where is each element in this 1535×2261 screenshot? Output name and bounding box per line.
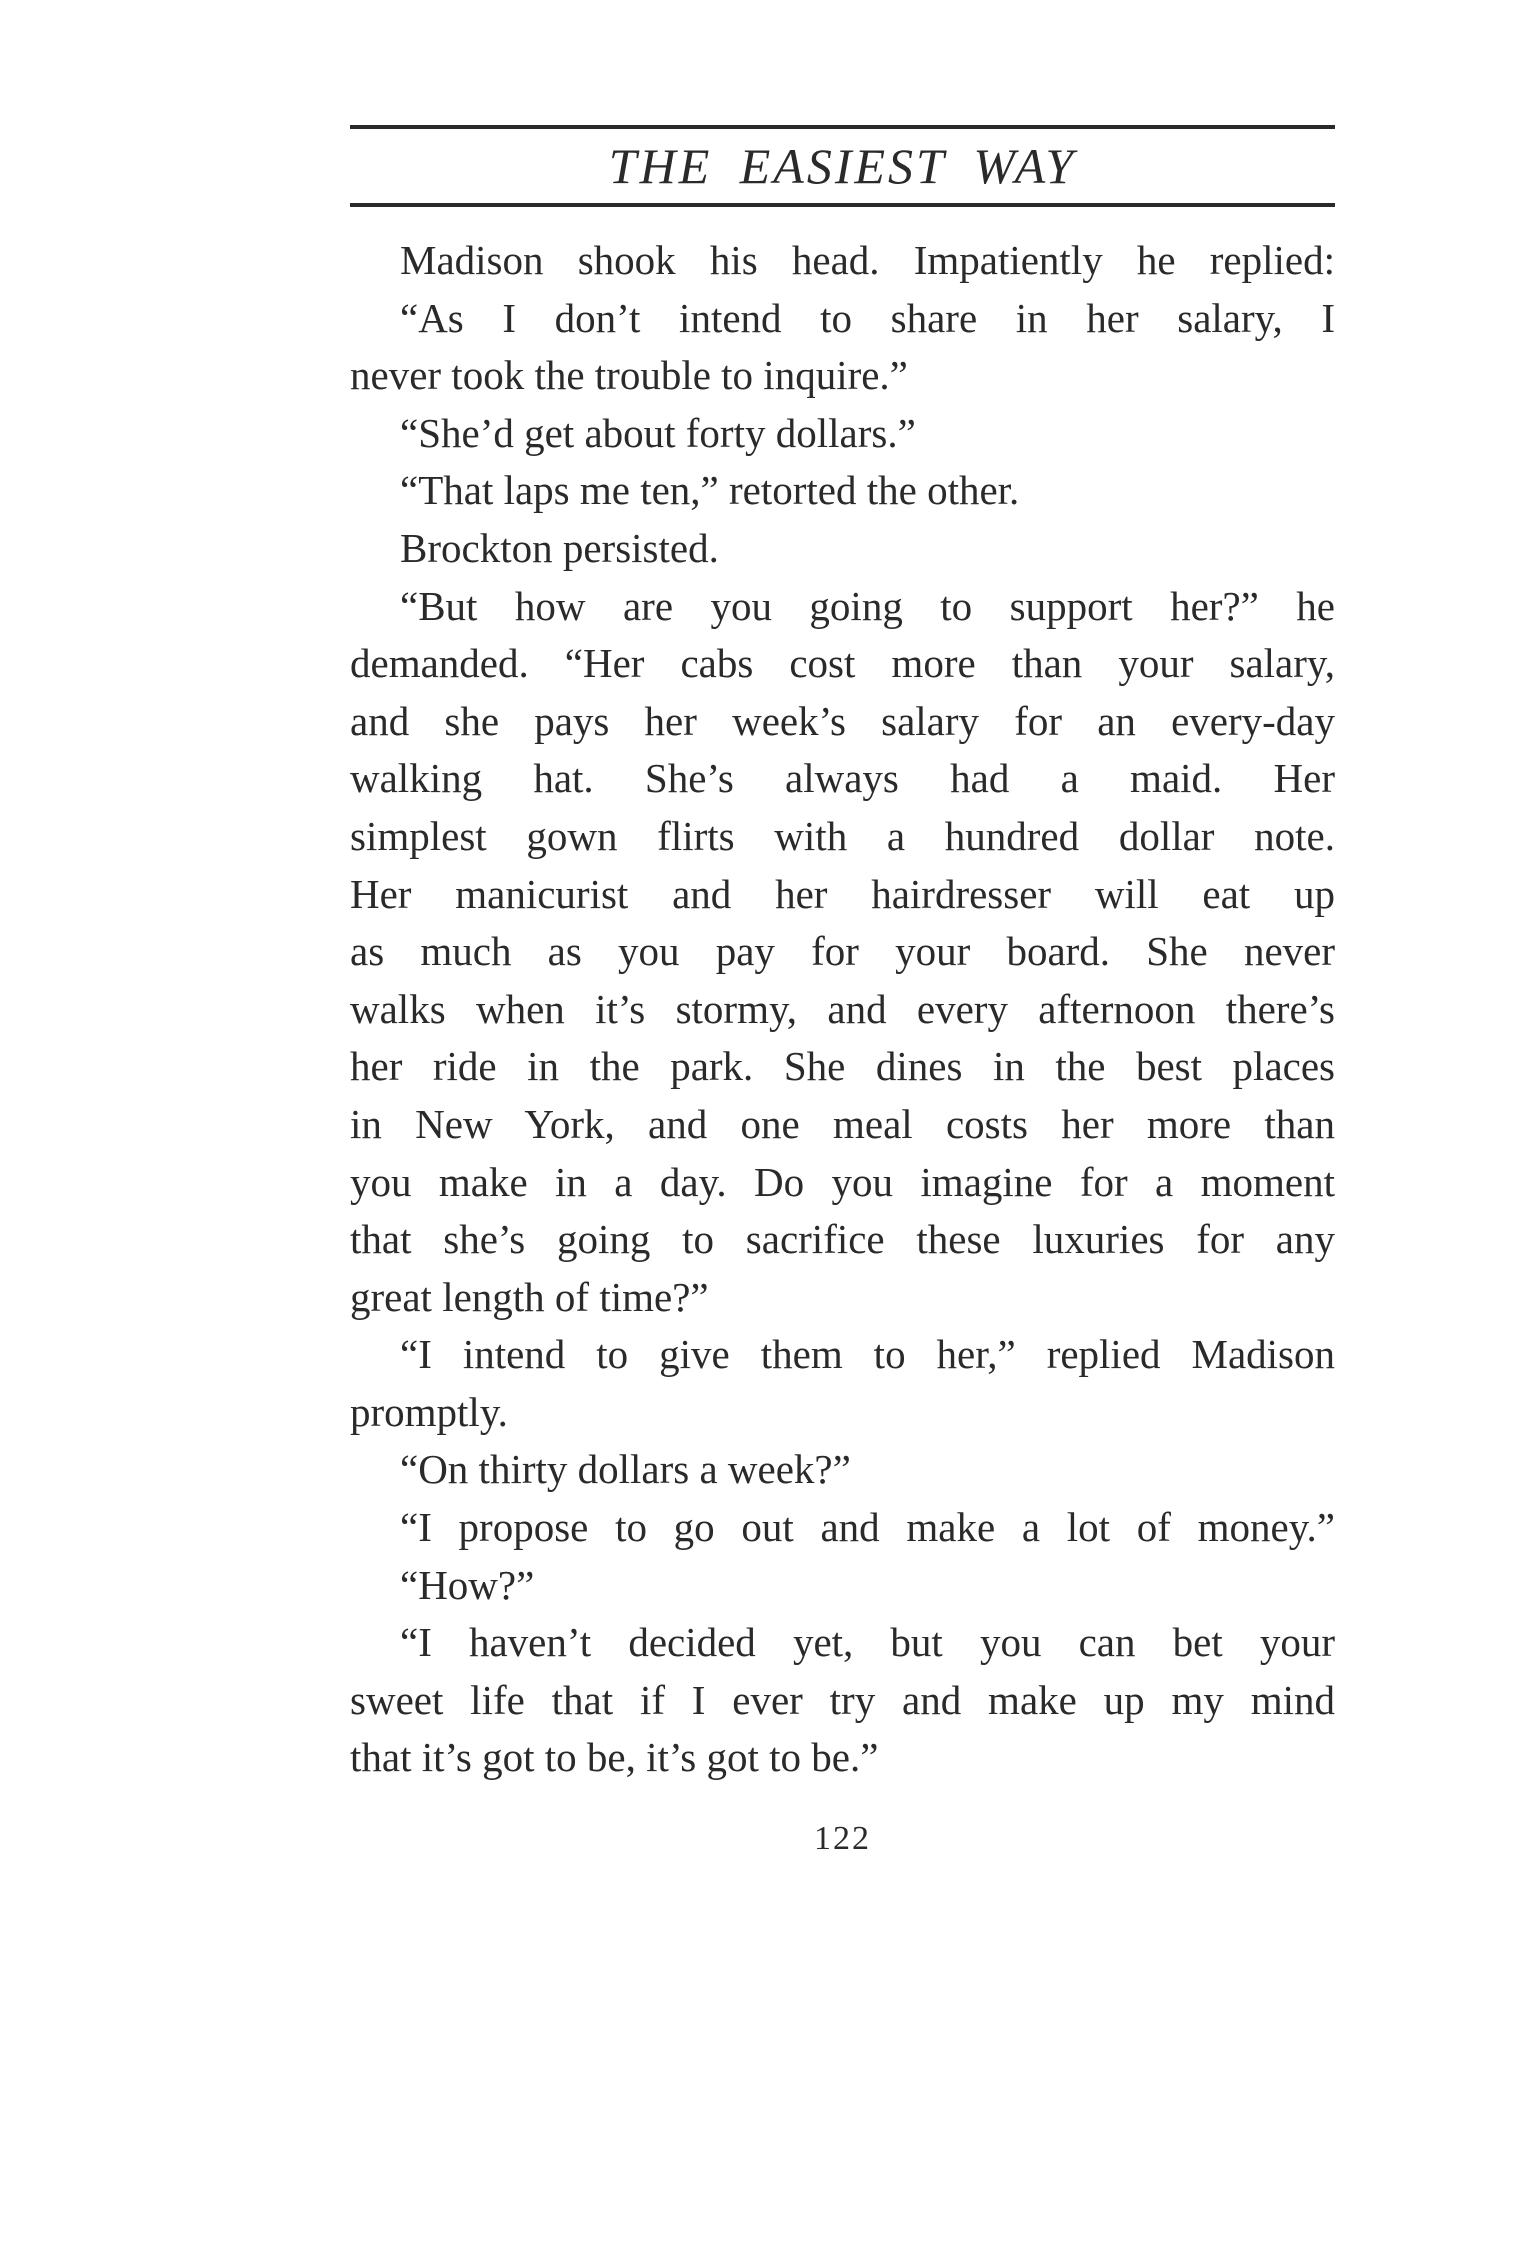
text-line: Her manicurist and her hairdresser will eat up xyxy=(350,870,1335,917)
text-line: in New York, and one meal costs her more than xyxy=(350,1100,1335,1147)
text-line: “How?” xyxy=(400,1561,535,1608)
text-line: walks when it’s stormy, and every afternoon there’s xyxy=(350,985,1335,1032)
text-line: Madison shook his head. Impatiently he replied: xyxy=(400,237,1335,283)
text-line: you make in a day. Do you imagine for a moment xyxy=(350,1158,1335,1205)
text-line: “On thirty dollars a week?” xyxy=(400,1446,851,1493)
body-text xyxy=(350,232,1335,1787)
running-head: THE EASIEST WAY xyxy=(608,138,1077,194)
text-line: Brockton persisted. xyxy=(400,524,719,571)
text-line: that it’s got to be, it’s got to be.” xyxy=(350,1734,879,1781)
text-line: simplest gown flirts with a hundred dollar note. xyxy=(350,812,1335,859)
text-line: “I intend to give them to her,” replied Madison xyxy=(400,1331,1335,1378)
text-line: “I haven’t decided yet, but you can bet your xyxy=(400,1619,1335,1666)
text-line: her ride in the park. She dines in the best places xyxy=(350,1043,1335,1090)
text-line: that she’s going to sacrifice these luxuries for any xyxy=(350,1216,1335,1263)
text-line: demanded. “Her cabs cost more than your salary, xyxy=(350,640,1335,687)
page-number: 122 xyxy=(814,1820,871,1857)
text-line: sweet life that if I ever try and make up my mind xyxy=(350,1676,1335,1723)
header-rule-bottom xyxy=(350,203,1335,207)
text-line: and she pays her week’s salary for an every-day xyxy=(350,697,1335,744)
text-line: walking hat. She’s always had a maid. Her xyxy=(350,755,1335,802)
text-line: “That laps me ten,” retorted the other. xyxy=(400,467,1020,514)
text-line: never took the trouble to inquire.” xyxy=(350,352,908,399)
header-rule-top xyxy=(350,125,1335,129)
text-line: promptly. xyxy=(350,1388,508,1435)
text-line: “I propose to go out and make a lot of money.” xyxy=(400,1504,1335,1551)
text-line: “As I don’t intend to share in her salary, I xyxy=(400,294,1335,341)
text-line: great length of time?” xyxy=(350,1273,709,1320)
text-line: “She’d get about forty dollars.” xyxy=(400,409,916,456)
text-line: as much as you pay for your board. She never xyxy=(350,928,1335,975)
text-line: “But how are you going to support her?” he xyxy=(400,582,1335,629)
